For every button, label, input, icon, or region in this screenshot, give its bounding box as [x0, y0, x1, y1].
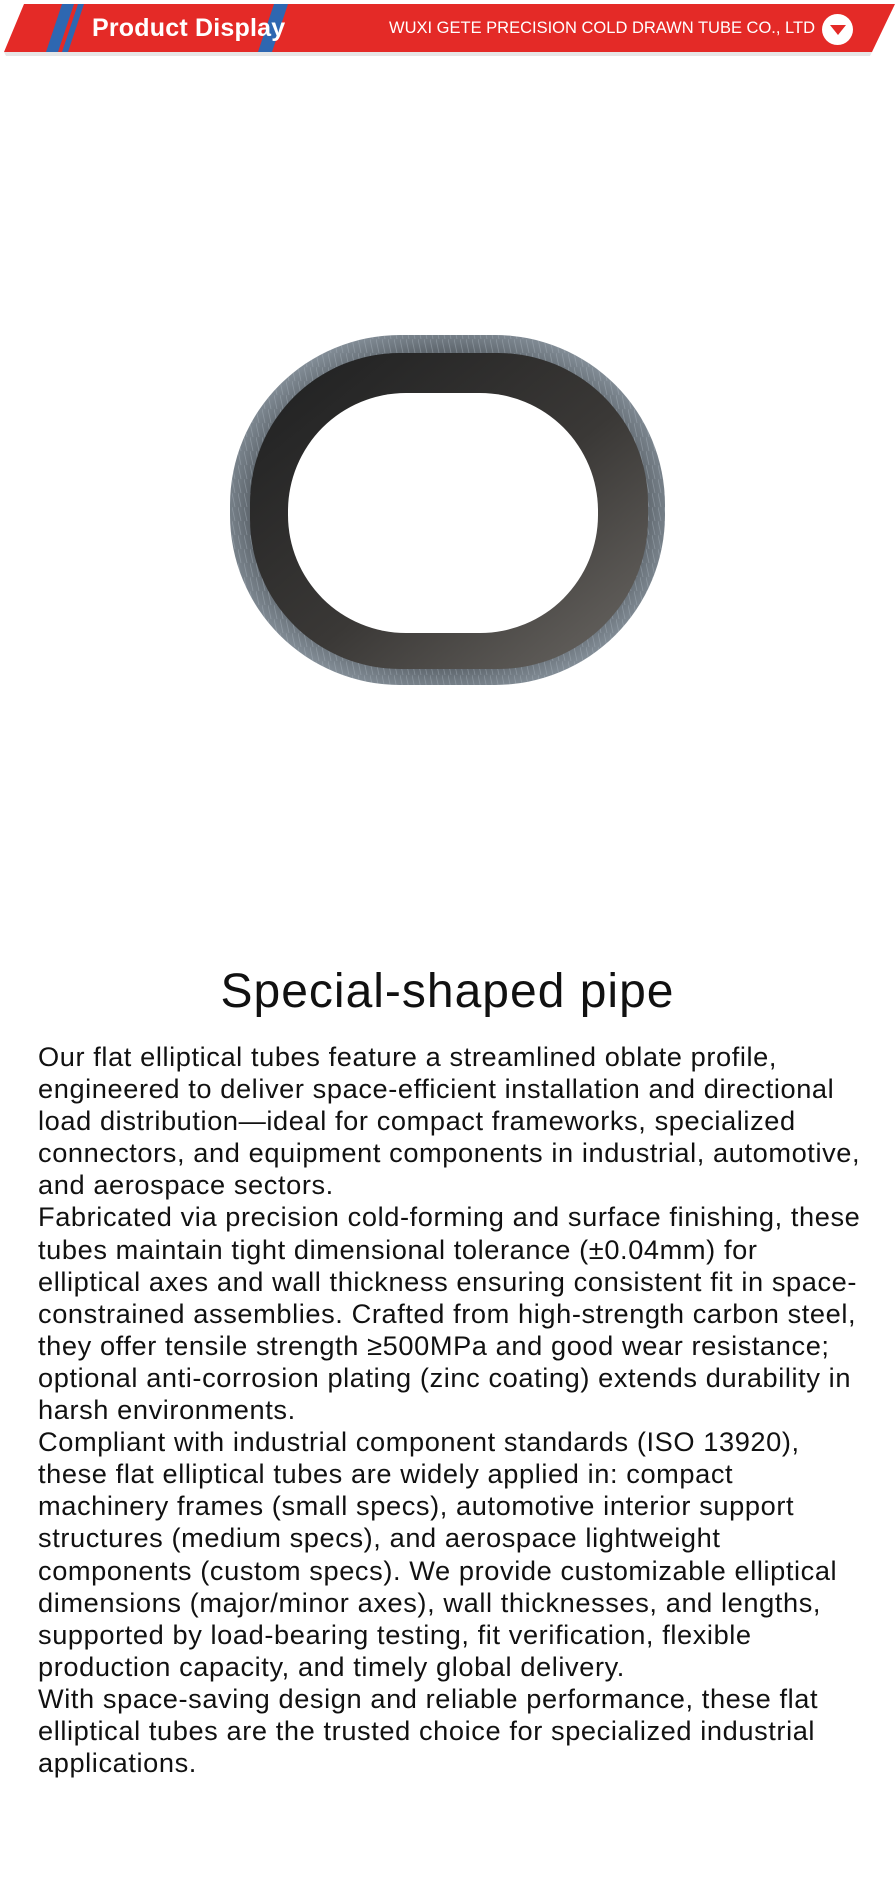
- description-paragraph: Our flat elliptical tubes feature a streamlined oblate profile, engineered to deliver space-efficient installation and directional load distribution—ideal for compact frameworks, specialized connectors, and equipment components in industrial, automotive, and aerospace sectors.: [38, 1041, 861, 1201]
- elliptical-tube-photo: [220, 325, 675, 695]
- header-banner: [0, 0, 895, 62]
- company-name: WUXI GETE PRECISION COLD DRAWN TUBE CO., LTD: [389, 19, 815, 37]
- page-title: Product Display: [92, 14, 286, 42]
- product-description: [38, 1041, 868, 1779]
- description-paragraph: With space-saving design and reliable performance, these flat elliptical tubes are the trusted choice for specialized industrial applications.: [38, 1682, 819, 1779]
- product-title: Special-shaped pipe: [220, 965, 675, 1018]
- chevron-down-icon[interactable]: [822, 14, 853, 45]
- description-paragraph: Fabricated via precision cold-forming and surface finishing, these tubes maintain tight dimensional tolerance (±0.04mm) for elliptical axes and wall thickness ensuring consistent fit in space-constrained assemblies. Crafted from high-strength carbon steel, they offer tensile strength ≥500MPa and good wear resistance; optional anti-corrosion plating (zinc coating) extends durability in harsh environments.: [38, 1201, 861, 1426]
- description-paragraph: Compliant with industrial component standards (ISO 13920), these flat elliptical tubes are widely applied in: compact machinery frames (small specs), automotive interior support structures (medium specs), and aerospace lightweight components (custom specs). We provide customizable elliptical dimensions (major/minor axes), wall thicknesses, and lengths, supported by load-bearing testing, fit verification, flexible production capacity, and timely global delivery.: [38, 1426, 838, 1682]
